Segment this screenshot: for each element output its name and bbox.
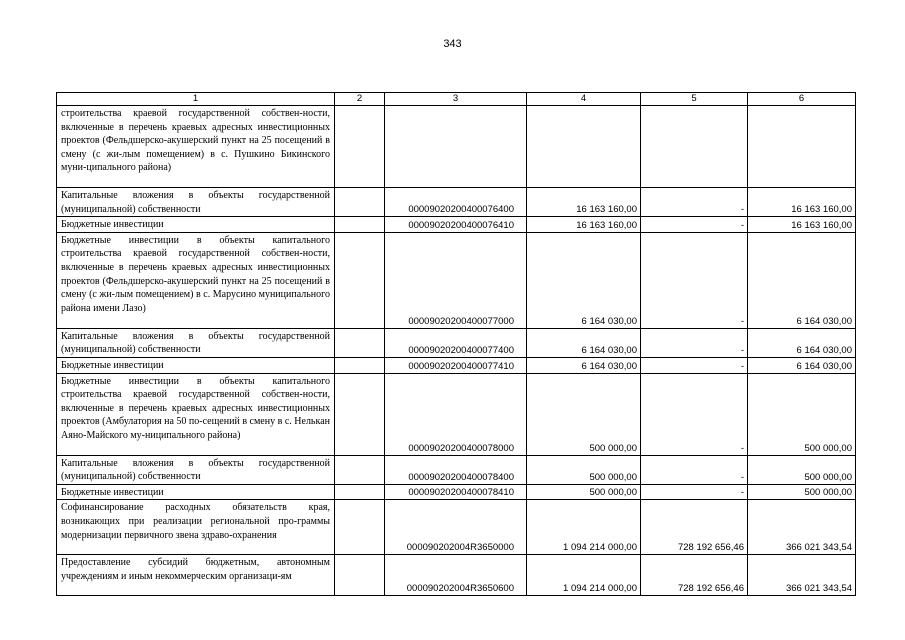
row-code: 00009020200400077000 [385,232,527,328]
row-col-4: 500 000,00 [527,373,641,455]
table-row [57,555,856,596]
row-code: 00009020200400078000 [385,373,527,455]
header-col-6: 6 [748,93,856,106]
row-code: 00009020200400077400 [385,328,527,357]
row-col-5: - [641,455,748,484]
row-col-2 [335,188,385,217]
row-col-6: 500 000,00 [748,373,856,455]
row-col-6: 6 164 030,00 [748,232,856,328]
row-description: Предоставление субсидий бюджетным, автономным учреждениям и иным некоммерческим организаци-ям [57,555,335,596]
table-row [57,500,856,555]
header-col-5: 5 [641,93,748,106]
row-col-4: 16 163 160,00 [527,188,641,217]
row-col-4: 1 094 214 000,00 [527,555,641,596]
row-col-5: - [641,232,748,328]
row-col-5: - [641,484,748,500]
row-col-5: - [641,188,748,217]
header-col-3: 3 [385,93,527,106]
row-code: 00009020200400076410 [385,217,527,233]
row-description: Бюджетные инвестиции [57,357,335,373]
row-description: Бюджетные инвестиции [57,484,335,500]
row-code: 000090202004R3650600 [385,555,527,596]
row-col-6: 6 164 030,00 [748,357,856,373]
table-row [57,217,856,233]
row-description: Софинансирование расходных обязательств края, возникающих при реализации региональной про-граммы модернизации первичного звена здраво-охранения [57,500,335,555]
row-col-2 [335,106,385,188]
row-col-5: 728 192 656,46 [641,555,748,596]
row-description: Капитальные вложения в объекты государственной (муниципальной) собственности [57,188,335,217]
row-code: 00009020200400076400 [385,188,527,217]
page-number: 343 [443,38,462,50]
table-row [57,106,856,188]
row-col-5: - [641,217,748,233]
row-col-5 [641,106,748,188]
row-col-6: 366 021 343,54 [748,500,856,555]
row-description: Бюджетные инвестиции в объекты капитального строительства краевой государственной собствен-ности, включенные в перечень краевых адресных инвестиционных проектов (Фельдшерско-акушерский пункт на 25 посещений в смену (с жи-лым помещением) в с. Марусино муниципального района имени Лазо) [57,232,335,328]
row-code: 00009020200400078410 [385,484,527,500]
row-col-6: 16 163 160,00 [748,188,856,217]
row-col-4: 6 164 030,00 [527,328,641,357]
row-col-5: - [641,373,748,455]
row-col-2 [335,232,385,328]
header-col-1: 1 [57,93,335,106]
row-col-4: 500 000,00 [527,484,641,500]
row-col-2 [335,455,385,484]
row-col-2 [335,328,385,357]
row-description: Бюджетные инвестиции [57,217,335,233]
row-col-4: 16 163 160,00 [527,217,641,233]
row-col-4 [527,106,641,188]
row-col-6: 6 164 030,00 [748,328,856,357]
budget-table [56,92,856,596]
table-row [57,188,856,217]
header-row [57,93,856,106]
row-col-2 [335,217,385,233]
header-col-2: 2 [335,93,385,106]
row-col-2 [335,484,385,500]
row-code: 00009020200400077410 [385,357,527,373]
row-description: Бюджетные инвестиции в объекты капитального строительства краевой государственной собствен-ности, включенные в перечень краевых адресных инвестиционных проектов (Амбулатория на 50 по-сещений в смену в с. Нелькан Аяно-Майского му-ниципального района) [57,373,335,455]
row-col-5: - [641,328,748,357]
table-row [57,357,856,373]
row-description: Капитальные вложения в объекты государственной (муниципальной) собственности [57,328,335,357]
row-col-5: - [641,357,748,373]
row-description: Капитальные вложения в объекты государственной (муниципальной) собственности [57,455,335,484]
row-col-2 [335,555,385,596]
row-col-4: 500 000,00 [527,455,641,484]
table-row [57,484,856,500]
row-col-6: 500 000,00 [748,484,856,500]
row-code [385,106,527,188]
row-col-2 [335,500,385,555]
row-code: 00009020200400078400 [385,455,527,484]
row-col-2 [335,373,385,455]
row-col-6: 500 000,00 [748,455,856,484]
row-col-6 [748,106,856,188]
row-col-2 [335,357,385,373]
table-row [57,232,856,328]
header-col-4: 4 [527,93,641,106]
row-col-4: 6 164 030,00 [527,357,641,373]
row-col-6: 16 163 160,00 [748,217,856,233]
row-code: 000090202004R3650000 [385,500,527,555]
table-row [57,373,856,455]
row-description: строительства краевой государственной собствен-ности, включенные в перечень краевых адресных инвестиционных проектов (Фельдшерско-акушерский пункт на 25 посещений в смену (с жи-лым помещением) в с. Пушкино Бикинского муни-ципального района) [57,106,335,188]
row-col-4: 1 094 214 000,00 [527,500,641,555]
row-col-5: 728 192 656,46 [641,500,748,555]
table-row [57,455,856,484]
table-row [57,328,856,357]
row-col-6: 366 021 343,54 [748,555,856,596]
row-col-4: 6 164 030,00 [527,232,641,328]
